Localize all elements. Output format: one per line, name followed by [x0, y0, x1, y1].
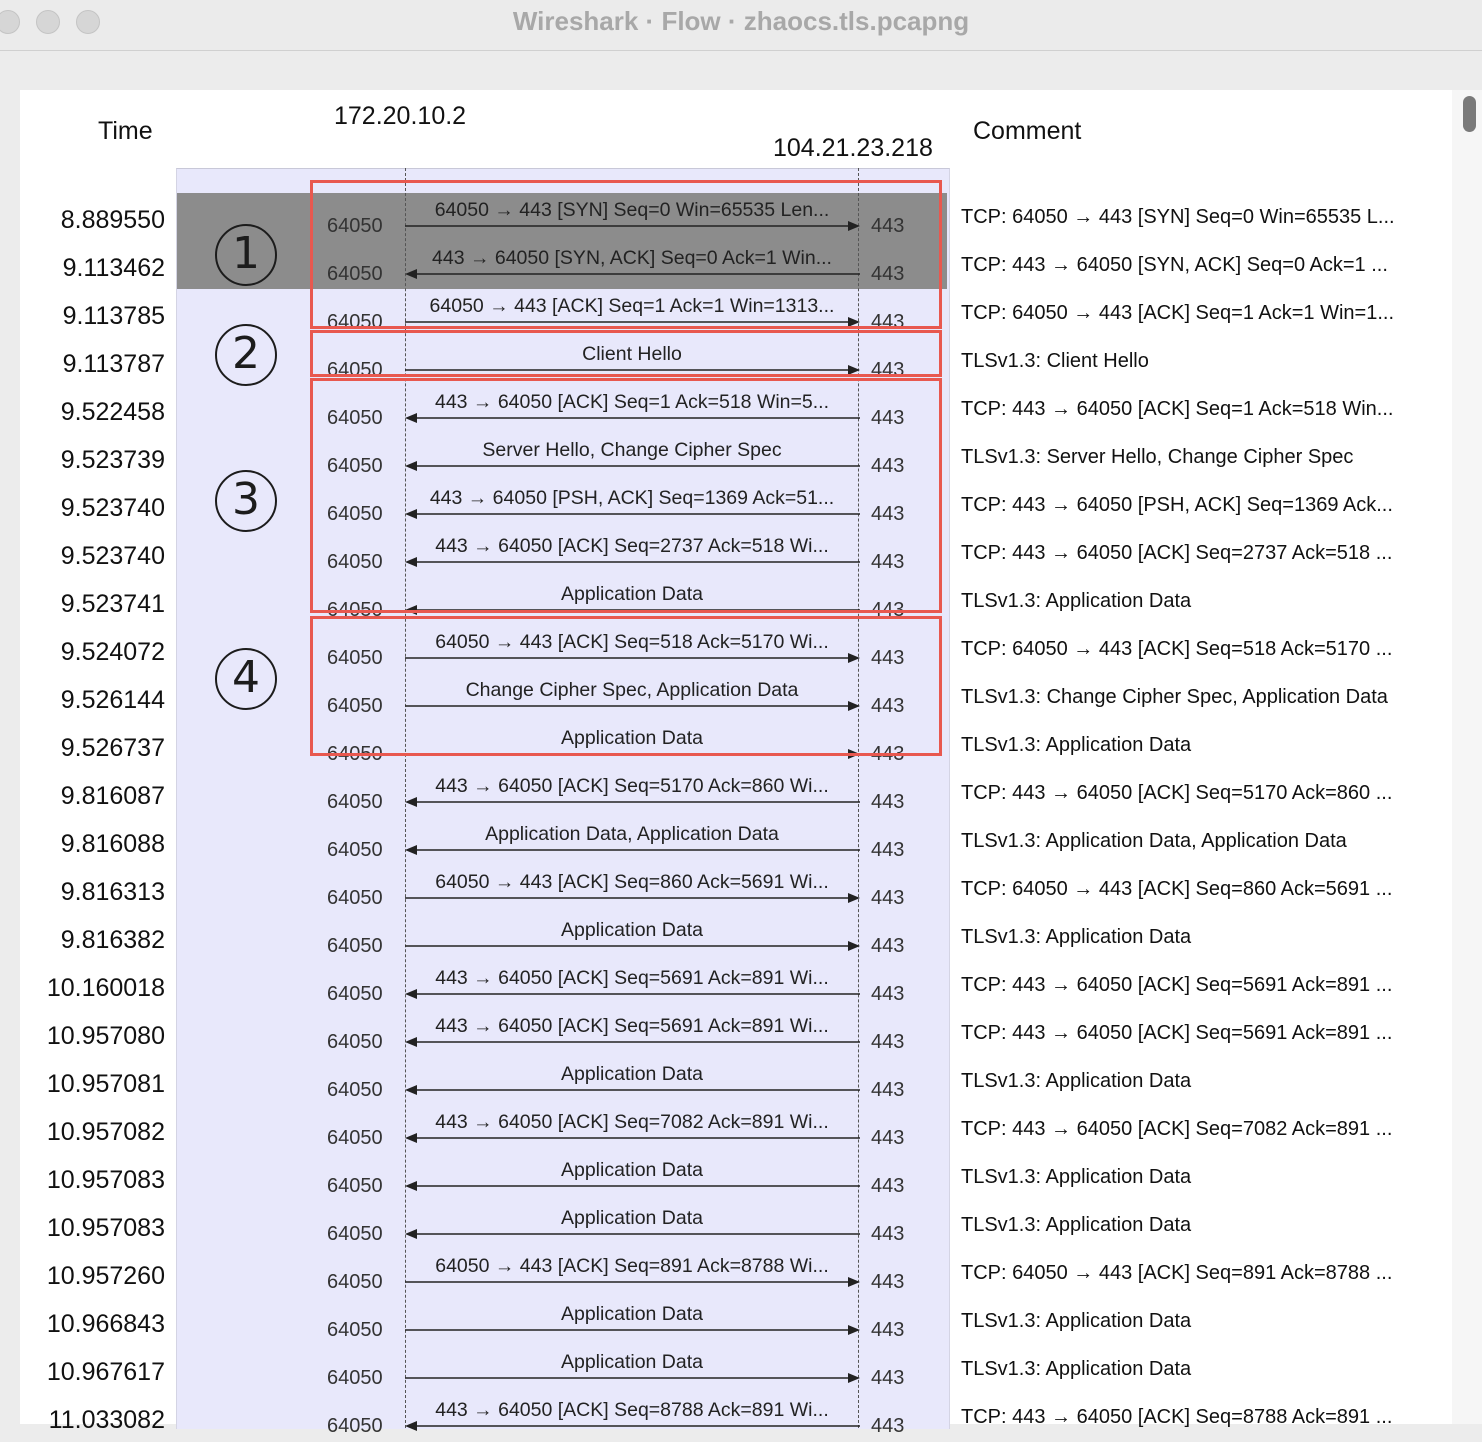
row-time: 9.816313	[60, 878, 165, 906]
row-time: 10.160018	[46, 974, 165, 1002]
row-comment: TLSv1.3: Application Data	[961, 926, 1192, 948]
flow-row[interactable]	[20, 1344, 1452, 1392]
row-port-right: 443	[871, 743, 905, 765]
annotation-circle-2: 2	[215, 324, 277, 386]
row-port-right: 443	[871, 263, 905, 285]
row-port-right: 443	[871, 1175, 905, 1197]
flow-row[interactable]	[20, 1392, 1452, 1440]
row-port-right: 443	[871, 887, 905, 909]
row-time: 9.522458	[60, 398, 165, 426]
row-packet-label: Application Data	[560, 1063, 703, 1085]
row-port-right: 443	[871, 407, 905, 429]
annotation-circle-4: 4	[215, 648, 277, 710]
flow-row[interactable]	[20, 1152, 1452, 1200]
arrow-left-icon	[405, 844, 860, 856]
row-packet-label: 64050 → 443 [ACK] Seq=891 Ack=8788 Wi...	[435, 1255, 829, 1277]
arrow-right-icon	[405, 1372, 860, 1384]
arrow-left-icon	[405, 796, 860, 808]
row-port-left: 64050	[327, 311, 383, 333]
arrow-left-icon	[405, 1036, 860, 1048]
row-comment: TLSv1.3: Application Data, Application Data	[961, 830, 1347, 852]
row-port-right: 443	[871, 1079, 905, 1101]
row-packet-label: 443 → 64050 [ACK] Seq=8788 Ack=891 Wi...	[435, 1399, 829, 1421]
flow-row[interactable]	[20, 1248, 1452, 1296]
row-time: 10.957080	[46, 1022, 165, 1050]
row-port-right: 443	[871, 1031, 905, 1053]
row-time: 9.816088	[60, 830, 165, 858]
row-comment: TLSv1.3: Application Data	[961, 1166, 1192, 1188]
arrow-left-icon	[405, 1180, 860, 1192]
row-port-right: 443	[871, 1127, 905, 1149]
arrow-left-icon	[405, 1420, 860, 1432]
row-port-right: 443	[871, 695, 905, 717]
row-comment: TCP: 64050 → 443 [SYN] Seq=0 Win=65535 L...	[961, 206, 1395, 228]
row-packet-label: 443 → 64050 [ACK] Seq=5691 Ack=891 Wi...	[435, 1015, 829, 1037]
row-time: 9.523741	[60, 590, 165, 618]
row-comment: TCP: 64050 → 443 [ACK] Seq=1 Ack=1 Win=1...	[961, 302, 1395, 324]
flow-row[interactable]	[20, 864, 1452, 912]
row-port-left: 64050	[327, 1319, 383, 1341]
row-port-left: 64050	[327, 983, 383, 1005]
row-packet-label: Application Data, Application Data	[485, 823, 779, 845]
flow-graph-panel[interactable]	[20, 90, 1452, 1437]
annotation-box-3	[310, 378, 942, 613]
row-port-right: 443	[871, 1415, 905, 1437]
row-time: 10.967617	[46, 1358, 165, 1386]
row-time: 9.526144	[60, 686, 165, 714]
row-comment: TCP: 64050 → 443 [ACK] Seq=518 Ack=5170 ...	[961, 638, 1393, 660]
row-port-right: 443	[871, 503, 905, 525]
row-comment: TCP: 443 → 64050 [ACK] Seq=5691 Ack=891 ...	[961, 1022, 1393, 1044]
annotation-circle-1: 1	[215, 224, 277, 286]
row-port-left: 64050	[327, 1415, 383, 1437]
row-packet-label: 64050 → 443 [ACK] Seq=860 Ack=5691 Wi...	[435, 871, 829, 893]
row-comment: TCP: 443 → 64050 [ACK] Seq=7082 Ack=891 ...	[961, 1118, 1393, 1140]
time-column-header: Time	[98, 117, 153, 145]
annotation-box-4	[310, 616, 942, 756]
row-port-left: 64050	[327, 935, 383, 957]
row-packet-label: Application Data	[560, 1351, 703, 1373]
arrow-right-icon	[405, 892, 860, 904]
row-packet-label: 443 → 64050 [ACK] Seq=5691 Ack=891 Wi...	[435, 967, 829, 989]
row-comment: TLSv1.3: Client Hello	[961, 350, 1149, 372]
row-port-right: 443	[871, 359, 905, 381]
row-packet-label: 443 → 64050 [ACK] Seq=2737 Ack=518 Wi...	[435, 535, 829, 557]
row-port-left: 64050	[327, 743, 383, 765]
row-packet-label: Application Data	[560, 919, 703, 941]
row-packet-label: Application Data	[560, 1303, 703, 1325]
row-packet-label: 64050 → 443 [ACK] Seq=1 Ack=1 Win=1313...	[429, 295, 835, 317]
row-port-left: 64050	[327, 407, 383, 429]
row-comment: TCP: 443 → 64050 [ACK] Seq=2737 Ack=518 ...	[961, 542, 1393, 564]
row-time: 9.524072	[60, 638, 165, 666]
flow-row[interactable]	[20, 768, 1452, 816]
row-comment: TLSv1.3: Application Data	[961, 1310, 1192, 1332]
row-port-left: 64050	[327, 551, 383, 573]
row-port-left: 64050	[327, 791, 383, 813]
row-time: 9.816087	[60, 782, 165, 810]
arrow-left-icon	[405, 1084, 860, 1096]
row-port-left: 64050	[327, 1031, 383, 1053]
row-port-right: 443	[871, 1271, 905, 1293]
row-time: 8.889550	[60, 206, 165, 234]
flow-row[interactable]	[20, 960, 1452, 1008]
row-packet-label: 443 → 64050 [ACK] Seq=1 Ack=518 Win=5...	[434, 391, 830, 413]
row-time: 10.957083	[46, 1214, 165, 1242]
row-port-left: 64050	[327, 215, 383, 237]
row-packet-label: 443 → 64050 [ACK] Seq=7082 Ack=891 Wi...	[435, 1111, 829, 1133]
arrow-right-icon	[405, 940, 860, 952]
vertical-scrollbar[interactable]	[1452, 90, 1482, 1424]
row-port-right: 443	[871, 983, 905, 1005]
flow-row[interactable]	[20, 1008, 1452, 1056]
row-port-left: 64050	[327, 503, 383, 525]
row-time: 9.816382	[60, 926, 165, 954]
row-time: 10.957081	[46, 1070, 165, 1098]
row-port-right: 443	[871, 647, 905, 669]
annotation-box-1	[310, 180, 942, 329]
row-port-left: 64050	[327, 647, 383, 669]
row-packet-label: Client Hello	[582, 343, 682, 365]
row-port-left: 64050	[327, 1367, 383, 1389]
flow-row[interactable]	[20, 1056, 1452, 1104]
row-time: 9.113785	[62, 302, 165, 330]
host-right-header: 104.21.23.218	[773, 134, 933, 162]
arrow-left-icon	[405, 1132, 860, 1144]
row-port-left: 64050	[327, 1271, 383, 1293]
row-comment: TCP: 443 → 64050 [ACK] Seq=5170 Ack=860 ...	[961, 782, 1393, 804]
arrow-left-icon	[405, 1228, 860, 1240]
row-packet-label: Application Data	[560, 1159, 703, 1181]
row-time: 9.526737	[60, 734, 165, 762]
row-port-left: 64050	[327, 1223, 383, 1245]
row-port-right: 443	[871, 455, 905, 477]
row-time: 9.113787	[62, 350, 165, 378]
row-port-left: 64050	[327, 839, 383, 861]
row-time: 9.523740	[60, 542, 165, 570]
row-port-left: 64050	[327, 599, 383, 621]
window-title: Wireshark · Flow · zhaocs.tls.pcapng	[512, 6, 970, 36]
flow-row[interactable]	[20, 816, 1452, 864]
row-port-right: 443	[871, 1223, 905, 1245]
row-comment: TCP: 64050 → 443 [ACK] Seq=891 Ack=8788 ...	[961, 1262, 1393, 1284]
row-packet-label: Change Cipher Spec, Application Data	[465, 679, 799, 701]
flow-row[interactable]	[20, 1200, 1452, 1248]
row-comment: TLSv1.3: Server Hello, Change Cipher Spec	[961, 446, 1354, 468]
title-bar	[0, 0, 1482, 51]
row-port-left: 64050	[327, 887, 383, 909]
row-packet-label: 443 → 64050 [PSH, ACK] Seq=1369 Ack=51...	[429, 487, 835, 509]
row-packet-label: Application Data	[560, 727, 703, 749]
row-port-right: 443	[871, 1367, 905, 1389]
flow-row[interactable]	[20, 1104, 1452, 1152]
row-port-right: 443	[871, 839, 905, 861]
row-port-right: 443	[871, 791, 905, 813]
row-port-right: 443	[871, 599, 905, 621]
row-port-left: 64050	[327, 1175, 383, 1197]
row-packet-label: Application Data	[560, 1207, 703, 1229]
row-comment: TCP: 443 → 64050 [ACK] Seq=8788 Ack=891 ...	[961, 1406, 1393, 1428]
row-port-left: 64050	[327, 1127, 383, 1149]
row-comment: TLSv1.3: Application Data	[961, 590, 1192, 612]
row-comment: TLSv1.3: Application Data	[961, 1070, 1192, 1092]
row-comment: TCP: 443 → 64050 [ACK] Seq=5691 Ack=891 ...	[961, 974, 1393, 996]
row-packet-label: Application Data	[560, 583, 703, 605]
row-comment: TLSv1.3: Change Cipher Spec, Application Data	[961, 686, 1388, 708]
row-comment: TLSv1.3: Application Data	[961, 1358, 1192, 1380]
row-comment: TLSv1.3: Application Data	[961, 734, 1192, 756]
row-time: 9.523740	[60, 494, 165, 522]
row-comment: TCP: 443 → 64050 [PSH, ACK] Seq=1369 Ack...	[961, 494, 1393, 516]
row-time: 11.033082	[48, 1406, 165, 1434]
row-port-left: 64050	[327, 455, 383, 477]
row-comment: TCP: 443 → 64050 [SYN, ACK] Seq=0 Ack=1 ...	[961, 254, 1388, 276]
scrollbar-thumb[interactable]	[1463, 96, 1476, 132]
row-packet-label: 443 → 64050 [ACK] Seq=5170 Ack=860 Wi...	[435, 775, 829, 797]
row-port-right: 443	[871, 551, 905, 573]
annotation-box-2	[310, 330, 942, 377]
row-time: 9.523739	[60, 446, 165, 474]
row-port-right: 443	[871, 215, 905, 237]
row-packet-label: 64050 → 443 [ACK] Seq=518 Ack=5170 Wi...	[435, 631, 829, 653]
row-packet-label: 64050 → 443 [SYN] Seq=0 Win=65535 Len...	[434, 199, 830, 221]
row-time: 10.957083	[46, 1166, 165, 1194]
arrow-right-icon	[405, 1276, 860, 1288]
row-port-right: 443	[871, 311, 905, 333]
row-comment: TCP: 64050 → 443 [ACK] Seq=860 Ack=5691 ...	[961, 878, 1393, 900]
row-port-right: 443	[871, 935, 905, 957]
row-time: 9.113462	[62, 254, 165, 282]
row-time: 10.966843	[46, 1310, 165, 1338]
row-time: 10.957260	[46, 1262, 165, 1290]
row-packet-label: Server Hello, Change Cipher Spec	[482, 439, 782, 461]
arrow-right-icon	[405, 1324, 860, 1336]
row-port-left: 64050	[327, 263, 383, 285]
comment-column-header: Comment	[973, 117, 1082, 145]
row-comment: TLSv1.3: Application Data	[961, 1214, 1192, 1236]
flow-row[interactable]	[20, 1296, 1452, 1344]
row-port-right: 443	[871, 1319, 905, 1341]
row-port-left: 64050	[327, 1079, 383, 1101]
row-time: 10.957082	[46, 1118, 165, 1146]
flow-row[interactable]	[20, 912, 1452, 960]
row-port-left: 64050	[327, 359, 383, 381]
row-comment: TCP: 443 → 64050 [ACK] Seq=1 Ack=518 Win...	[961, 398, 1394, 420]
row-port-left: 64050	[327, 695, 383, 717]
annotation-circle-3: 3	[215, 470, 277, 532]
arrow-left-icon	[405, 988, 860, 1000]
row-packet-label: 443 → 64050 [SYN, ACK] Seq=0 Ack=1 Win...	[432, 247, 832, 269]
host-left-header: 172.20.10.2	[334, 102, 467, 130]
